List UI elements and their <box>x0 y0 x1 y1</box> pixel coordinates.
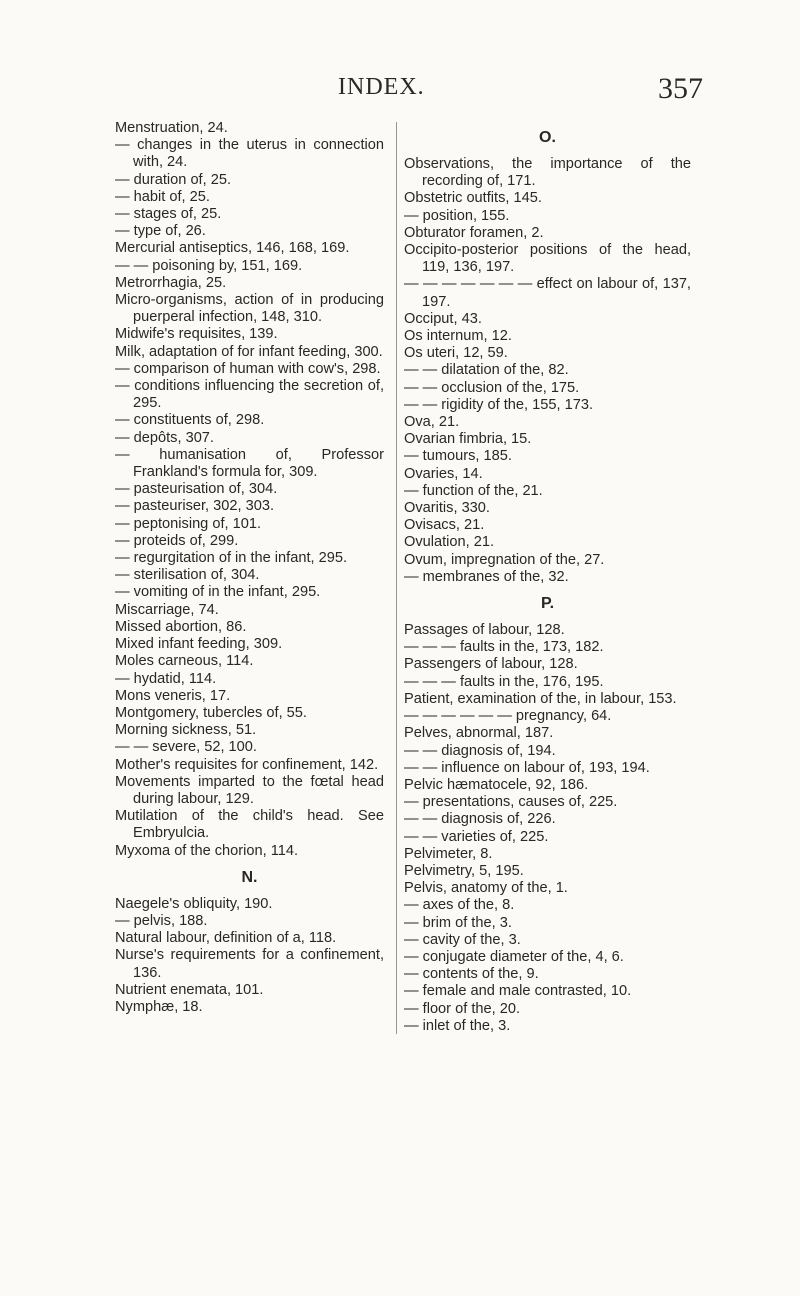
index-entry: Patient, examination of the, in labour, 153. <box>404 690 677 707</box>
index-entry: Passages of labour, 128. <box>404 622 565 639</box>
index-entry: — — diagnosis of, 194. <box>404 742 556 759</box>
index-entry: Occiput, 43. <box>404 310 482 327</box>
index-entry: Morning sickness, 51. <box>115 722 257 739</box>
index-entry: — peptonising of, 101. <box>115 515 262 532</box>
index-entry: Myxoma of the chorion, 114. <box>115 842 299 859</box>
index-entry: — — — faults in the, 176, 195. <box>404 673 604 690</box>
index-entry: — type of, 26. <box>115 223 206 240</box>
index-entry: — floor of the, 20. <box>404 1000 521 1017</box>
index-entry: — membranes of the, 32. <box>404 568 569 585</box>
index-entry: — sterilisation of, 304. <box>115 567 260 584</box>
page-header <box>0 72 800 112</box>
index-entry: Os uteri, 12, 59. <box>404 345 508 362</box>
index-entry: — function of the, 21. <box>404 482 543 499</box>
index-entry: Nymphæ, 18. <box>115 998 203 1015</box>
index-entry: Missed abortion, 86. <box>115 618 247 635</box>
index-entry: — — — faults in the, 173, 182. <box>404 639 604 656</box>
index-entry: — duration of, 25. <box>115 171 232 188</box>
index-entry: Natural labour, definition of a, 118. <box>115 930 337 947</box>
index-entry: Ovaries, 14. <box>404 465 483 482</box>
index-entry: Pelves, abnormal, 187. <box>404 725 554 742</box>
index-entry: Passengers of labour, 128. <box>404 656 578 673</box>
index-entry: Mother's requisites for confinement, 142. <box>115 756 379 773</box>
index-entry: — — — — — — pregnancy, 64. <box>404 708 612 725</box>
index-entry: — vomiting of in the infant, 295. <box>115 584 321 601</box>
index-entry: — presentations, causes of, 225. <box>404 794 618 811</box>
index-entry: — regurgitation of in the infant, 295. <box>115 550 348 567</box>
index-entry: — — occlusion of the, 175. <box>404 379 580 396</box>
index-entry: Ovarian fimbria, 15. <box>404 431 532 448</box>
index-entry: — female and male contrasted, 10. <box>404 983 632 1000</box>
index-entry: — habit of, 25. <box>115 188 210 205</box>
index-entry: — pelvis, 188. <box>115 912 208 929</box>
index-entry: Obturator foramen, 2. <box>404 224 544 241</box>
index-entry: — hydatid, 114. <box>115 670 217 687</box>
running-title: INDEX. <box>338 74 425 100</box>
index-entry: Pelvis, anatomy of the, 1. <box>404 880 568 897</box>
index-entry: Miscarriage, 74. <box>115 601 219 618</box>
index-entry: — — influence on labour of, 193, 194. <box>404 759 650 776</box>
index-entry: Ova, 21. <box>404 414 460 431</box>
index-entry: Nurse's requirements for a confinement, 136. <box>115 947 384 981</box>
index-entry: Mutilation of the child's head. See Embryulcia. <box>115 808 384 842</box>
right-index-column <box>404 120 691 1035</box>
index-entry: Ovisacs, 21. <box>404 517 485 534</box>
index-entry: — inlet of the, 3. <box>404 1017 511 1034</box>
index-entry: Naegele's obliquity, 190. <box>115 895 273 912</box>
index-entry: — — dilatation of the, 82. <box>404 362 569 379</box>
index-entry: Montgomery, tubercles of, 55. <box>115 704 307 721</box>
index-entry: — — severe, 52, 100. <box>115 739 257 756</box>
index-entry: — stages of, 25. <box>115 206 222 223</box>
index-entry: — depôts, 307. <box>115 429 214 446</box>
index-entry: — changes in the uterus in connection with, 24. <box>115 137 384 171</box>
index-entry: — contents of the, 9. <box>404 966 539 983</box>
index-entry: Ovulation, 21. <box>404 534 495 551</box>
index-entry: — constituents of, 298. <box>115 412 265 429</box>
index-entry: Mercurial antiseptics, 146, 168, 169. <box>115 240 350 257</box>
index-entry: Mons veneris, 17. <box>115 687 231 704</box>
index-entry: Occipito-posterior positions of the head, 119, 136, 197. <box>404 242 691 276</box>
index-entry: — pasteurisation of, 304. <box>115 481 278 498</box>
section-letter: O. <box>539 129 556 146</box>
index-entry: Pelvic hæmatocele, 92, 186. <box>404 776 589 793</box>
index-entry: — position, 155. <box>404 207 510 224</box>
index-entry: Moles carneous, 114. <box>115 653 254 670</box>
index-entry: Metrorrhagia, 25. <box>115 274 227 291</box>
index-entry: Os internum, 12. <box>404 328 512 345</box>
index-entry: — cavity of the, 3. <box>404 931 521 948</box>
index-entry: — — — — — — — effect on labour of, 137, 197. <box>404 276 691 310</box>
index-entry: Mixed infant feeding, 309. <box>115 636 283 653</box>
index-entry: Pelvimeter, 8. <box>404 845 493 862</box>
index-entry: Observations, the importance of the recording of, 171. <box>404 156 691 190</box>
index-entry: — pasteuriser, 302, 303. <box>115 498 275 515</box>
index-entry: — — diagnosis of, 226. <box>404 811 556 828</box>
index-entry: Ovum, impregnation of the, 27. <box>404 551 605 568</box>
index-entry: — conjugate diameter of the, 4, 6. <box>404 948 624 965</box>
index-entry: — — poisoning by, 151, 169. <box>115 257 303 274</box>
section-letter: N. <box>241 868 258 886</box>
index-entry: Milk, adaptation of for infant feeding, 300. <box>115 343 383 360</box>
index-entry: — tumours, 185. <box>404 448 512 465</box>
column-divider <box>396 122 397 1034</box>
index-entry: Midwife's requisites, 139. <box>115 326 278 343</box>
page-number: 357 <box>658 72 703 105</box>
index-entry: — axes of the, 8. <box>404 897 515 914</box>
index-entry: — comparison of human with cow's, 298. <box>115 360 381 377</box>
index-entry: — brim of the, 3. <box>404 914 512 931</box>
index-entry: — proteids of, 299. <box>115 532 239 549</box>
index-entry: Menstruation, 24. <box>115 120 228 136</box>
index-entry: Micro-organisms, action of in producing puerperal infection, 148, 310. <box>115 292 384 326</box>
index-entry: Ovaritis, 330. <box>404 500 490 517</box>
section-letter: P. <box>540 595 555 613</box>
index-entry: Movements imparted to the fœtal head during labour, 129. <box>115 773 384 807</box>
index-entry: — — varieties of, 225. <box>404 828 549 845</box>
index-entry: — humanisation of, Professor Frankland's formula for, 309. <box>115 446 384 481</box>
index-entry: Nutrient enemata, 101. <box>115 981 264 998</box>
index-entry: Pelvimetry, 5, 195. <box>404 862 524 879</box>
index-entry: Obstetric outfits, 145. <box>404 190 542 207</box>
index-entry: — — rigidity of the, 155, 173. <box>404 396 594 413</box>
left-index-column <box>115 120 384 1016</box>
index-entry: — conditions influencing the secretion of, 295. <box>115 378 384 412</box>
